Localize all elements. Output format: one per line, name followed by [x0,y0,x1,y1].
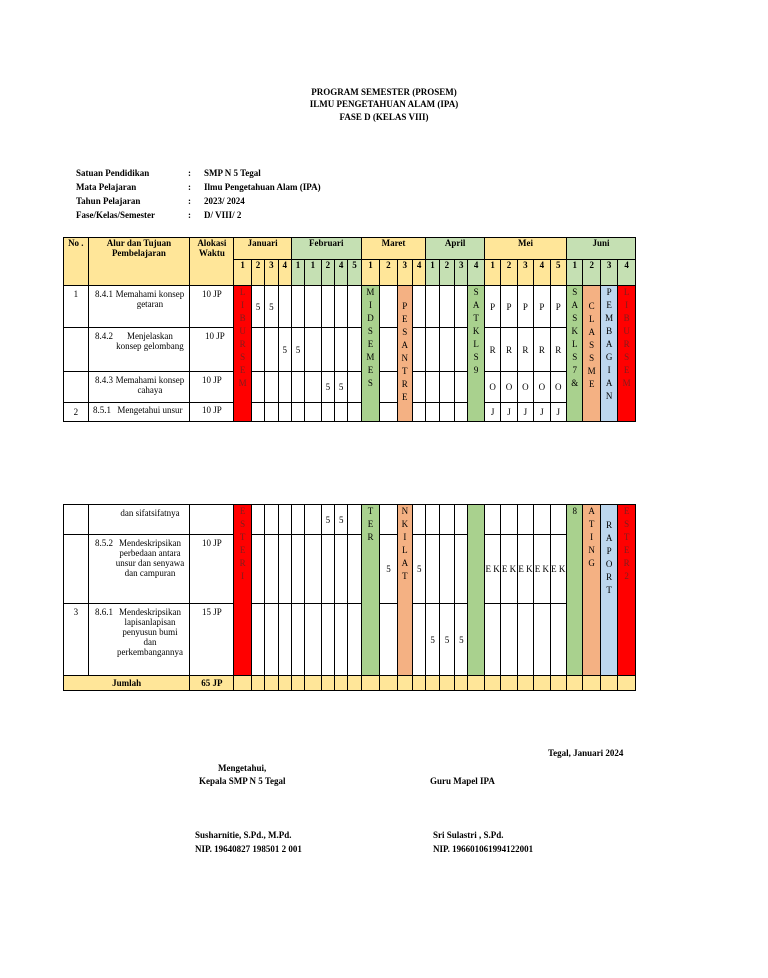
week-cell: 4 [278,260,291,286]
grid-cell [251,535,264,604]
grid-cell [426,403,439,422]
place-date: Tegal, Januari 2024 [548,748,624,758]
grid-cell [380,372,397,403]
week-cell: 2 [251,260,264,286]
jumlah-cell [501,676,517,691]
alur-code: 8.4.2 [94,331,113,341]
grid-cell: E K [484,535,500,604]
week-cell: 4 [534,260,550,286]
jumlah-cell [426,676,439,691]
grid-cell: 5 [439,604,454,676]
grid-cell [278,403,291,422]
grid-cell [413,505,426,535]
alur-text: Memahami konsep getaran [115,289,185,309]
kepala-name: Susharnitie, S.Pd., M.Pd. [195,830,292,840]
jumlah-cell [455,676,468,691]
grid-cell [321,535,334,604]
classmeeting-bottom-cell: A T I N G [583,505,600,676]
grid-cell [251,505,264,535]
grid-cell [278,604,291,676]
week-cell: 1 [291,260,304,286]
grid-cell [413,328,426,372]
alur-text: Mendeskripsikan lapisanlapisan penyusun bumi dan perkembangannya [116,607,183,657]
grid-cell [439,372,454,403]
grid-cell: 5 [321,372,334,403]
guru-title: Guru Mapel IPA [430,776,495,786]
grid-cell [265,328,278,372]
grid-cell [534,604,550,676]
grid-cell [534,505,550,535]
grid-cell [291,286,304,328]
grid-cell: O [534,372,550,403]
jumlah-cell [413,676,426,691]
guru-name: Sri Sulastri , S.Pd. [433,830,504,840]
grid-cell: P [550,286,566,328]
jumlah-cell [583,676,600,691]
grid-cell [291,604,304,676]
grid-cell [278,535,291,604]
grid-cell [305,372,321,403]
month-header-april: April [426,238,485,260]
grid-cell [251,403,264,422]
week-cell: 3 [517,260,533,286]
month-header-februari: Februari [291,238,361,260]
info-colon: : [188,196,191,206]
libur-ester-2-cell: E S T E R 2 [618,505,636,676]
alur-text: Menjelaskan konsep gelombang [116,331,184,351]
libur-semester-cell: L I B U R S E M [234,286,251,422]
row-number [64,535,89,604]
grid-cell: O [517,372,533,403]
alokasi-cell: 10 JP [190,403,234,422]
jumlah-cell [484,676,500,691]
info-value: D/ VIII/ 2 [204,210,242,220]
jumlah-cell [361,676,379,691]
libur-ester-cell: E S T E R I [234,505,251,676]
grid-cell [305,328,321,372]
grid-cell: E K [501,535,517,604]
alur-cell [88,403,190,422]
grid-cell [291,372,304,403]
grid-cell [305,604,321,676]
alur-code: 8.6.1 [94,607,113,617]
alokasi-cell: 10 JP [190,286,234,328]
grid-cell [426,286,439,328]
grid-cell [291,403,304,422]
kepala-title: Kepala SMP N 5 Tegal [199,776,286,786]
grid-cell [278,286,291,328]
week-cell: 2 [321,260,334,286]
grid-cell [334,403,347,422]
grid-cell: 5 [335,505,348,535]
grid-cell [348,505,361,535]
grid-cell [348,328,361,372]
grid-cell: O [484,372,500,403]
sas-kls7-cell: S A S K L S 7 & [567,286,583,422]
grid-cell [348,286,361,328]
week-cell: 3 [265,260,278,286]
row-number: 2 [64,403,89,422]
sas-cell-bottom: 8 [567,505,583,676]
week-cell: 1 [305,260,321,286]
week-cell: 1 [426,260,439,286]
libur-semester-2-cell: L I B U R S E M [618,286,636,422]
grid-cell [439,328,454,372]
grid-cell [550,604,566,676]
grid-cell [439,505,454,535]
grid-cell: E K [534,535,550,604]
jumlah-cell [335,676,348,691]
grid-cell: J [484,403,500,422]
grid-cell: P [534,286,550,328]
grid-cell [380,286,397,328]
info-label: Tahun Pelajaran [76,196,141,206]
grid-cell [251,328,264,372]
jumlah-cell [600,676,617,691]
grid-cell [380,403,397,422]
week-cell: 3 [397,260,412,286]
info-colon: : [188,210,191,220]
week-cell: 3 [455,260,468,286]
week-cell: 1 [484,260,500,286]
grid-cell [278,372,291,403]
grid-cell: J [550,403,566,422]
alur-code: 8.5.2 [94,538,113,548]
jumlah-cell [251,676,264,691]
grid-cell [413,286,426,328]
alur-code: 8.4.1 [94,289,113,299]
grid-cell: J [517,403,533,422]
grid-cell: J [501,403,517,422]
jumlah-cell [439,676,454,691]
grid-cell [413,403,426,422]
pembagian-cell: P E M B A G I A N [600,286,617,422]
row-number [64,505,89,535]
col-alur-header: Alur dan Tujuan Pembelajaran [88,238,190,286]
alur-code: 8.5.1 [92,405,111,415]
sat-cell-bottom [468,505,484,676]
jumlah-cell [278,676,291,691]
week-cell: 2 [583,260,600,286]
grid-cell [439,286,454,328]
row-number: 1 [64,286,89,328]
alokasi-cell [190,505,234,535]
grid-cell: 5 [413,535,426,604]
grid-cell [321,286,334,328]
row-number: 3 [64,604,89,676]
grid-cell [455,286,468,328]
grid-cell [380,328,397,372]
grid-cell [426,535,439,604]
month-header-maret: Maret [361,238,426,260]
grid-cell [517,604,533,676]
grid-cell: P [517,286,533,328]
grid-cell [348,604,361,676]
week-cell: 3 [600,260,617,286]
grid-cell [321,328,334,372]
identity-block [76,168,321,224]
week-cell: 1 [361,260,379,286]
week-cell: 1 [567,260,583,286]
row-number [64,328,89,372]
grid-cell [335,535,348,604]
grid-cell: R [517,328,533,372]
grid-cell [278,505,291,535]
month-header-mei: Mei [484,238,566,260]
grid-cell: 5 [321,505,334,535]
alur-cell [88,286,190,328]
grid-cell [455,505,468,535]
mid-ter-cell: T E R [361,505,379,676]
kilat-cell: N K I L A T [397,505,412,676]
grid-cell [305,505,321,535]
grid-cell: R [484,328,500,372]
grid-cell [265,403,278,422]
jumlah-cell [468,676,484,691]
grid-cell [413,604,426,676]
prosem-table-bottom [63,504,636,691]
alur-cell [88,505,190,535]
grid-cell [501,604,517,676]
jumlah-cell [305,676,321,691]
grid-cell: 5 [265,286,278,328]
info-value: SMP N 5 Tegal [204,168,261,178]
doc-title-line2: ILMU PENGETAHUAN ALAM (IPA) [309,99,459,109]
pesantren-cell: P E S A N T R E [397,286,412,422]
grid-cell [484,604,500,676]
week-cell: 4 [468,260,484,286]
grid-cell [334,328,347,372]
grid-cell: 5 [291,328,304,372]
grid-cell: 5 [278,328,291,372]
alokasi-cell: 15 JP [190,604,234,676]
row-number [64,372,89,403]
grid-cell [291,505,304,535]
grid-cell [517,505,533,535]
grid-cell [439,535,454,604]
month-header-juni: Juni [567,238,636,260]
grid-cell [348,372,361,403]
grid-cell [455,535,468,604]
grid-cell: P [501,286,517,328]
jumlah-cell [550,676,566,691]
info-label: Satuan Pendidikan [76,168,150,178]
week-cell: 4 [334,260,347,286]
grid-cell [484,505,500,535]
grid-cell [321,403,334,422]
grid-cell [334,286,347,328]
grid-cell [455,403,468,422]
grid-cell [265,505,278,535]
jumlah-value: 65 JP [190,676,234,691]
alokasi-cell: 10 JP [190,372,234,403]
grid-cell: 5 [455,604,468,676]
info-colon: : [188,182,191,192]
grid-cell [413,372,426,403]
grid-cell: R [501,328,517,372]
jumlah-cell [291,676,304,691]
grid-cell: 5 [426,604,439,676]
jumlah-cell [517,676,533,691]
jumlah-label: Jumlah [64,676,190,691]
alur-text: Mendeskripsikan perbedaan antara unsur dan senyawa dan campuran [115,538,185,578]
sat-kls9-cell: S A T K L S 9 [468,286,484,422]
grid-cell [426,505,439,535]
grid-cell [251,604,264,676]
grid-cell: R [550,328,566,372]
prosem-table-top [63,237,636,422]
alur-text: Mengetahui unsur [117,405,183,415]
alokasi-cell: 10 JP [190,328,234,372]
jumlah-cell [534,676,550,691]
grid-cell [439,403,454,422]
jumlah-cell [618,676,636,691]
grid-cell [455,372,468,403]
grid-cell [426,328,439,372]
jumlah-cell [397,676,412,691]
month-header-januari: Januari [234,238,291,260]
alur-cell [88,372,190,403]
grid-cell [348,403,361,422]
week-cell: 2 [380,260,397,286]
alur-cell [88,604,190,676]
doc-title-line1: PROGRAM SEMESTER (PROSEM) [311,87,457,97]
week-cell: 5 [348,260,361,286]
grid-cell [265,535,278,604]
grid-cell: E K [550,535,566,604]
doc-title-line3: FASE D (KELAS VIII) [339,112,429,122]
grid-cell: E K [517,535,533,604]
info-value: 2023/ 2024 [204,196,245,206]
alur-cell [88,328,190,372]
grid-cell: 5 [251,286,264,328]
grid-cell [380,604,397,676]
grid-cell [455,328,468,372]
jumlah-cell [265,676,278,691]
kepala-nip: NIP. 19640827 198501 2 001 [195,844,302,854]
week-cell: 1 [234,260,251,286]
grid-cell [265,372,278,403]
grid-cell: J [534,403,550,422]
grid-cell [305,286,321,328]
jumlah-cell [567,676,583,691]
week-cell: 5 [550,260,566,286]
grid-cell: 5 [334,372,347,403]
col-no-header: No . [64,238,89,286]
alur-text: Memahami konsep cahaya [115,375,185,395]
info-label: Mata Pelajaran [76,182,137,192]
grid-cell [550,505,566,535]
mid-semester-cell: M I D S E M E S [361,286,379,422]
alur-cell [88,535,190,604]
grid-cell [251,372,264,403]
week-cell: 4 [413,260,426,286]
grid-cell [265,604,278,676]
alur-text: dan sifatsifatnya [120,508,180,518]
info-value: Ilmu Pengetahuan Alam (IPA) [204,182,321,192]
grid-cell: O [501,372,517,403]
grid-cell [335,604,348,676]
info-label: Fase/Kelas/Semester [76,210,155,220]
week-cell: 2 [501,260,517,286]
grid-cell: R [534,328,550,372]
grid-cell [501,505,517,535]
grid-cell: 5 [380,535,397,604]
guru-nip: NIP. 196601061994122001 [433,844,534,854]
alokasi-cell: 10 JP [190,535,234,604]
grid-cell [291,535,304,604]
info-colon: : [188,168,191,178]
alur-code: 8.4.3 [94,375,113,385]
grid-cell: O [550,372,566,403]
grid-cell [426,372,439,403]
grid-cell: P [484,286,500,328]
grid-cell [305,535,321,604]
jumlah-cell [348,676,361,691]
jumlah-cell [321,676,334,691]
classmeeting-cell: C L A S S M E [583,286,600,422]
grid-cell [305,403,321,422]
week-cell: 4 [618,260,636,286]
raport-cell: R A P O R T [600,505,617,676]
jumlah-cell [380,676,397,691]
jumlah-cell [234,676,251,691]
grid-cell [380,505,397,535]
week-cell: 2 [439,260,454,286]
grid-cell [348,535,361,604]
mengetahui-label: Mengetahui, [218,763,267,773]
col-alokasi-header: Alokasi Waktu [190,238,234,286]
grid-cell [321,604,334,676]
